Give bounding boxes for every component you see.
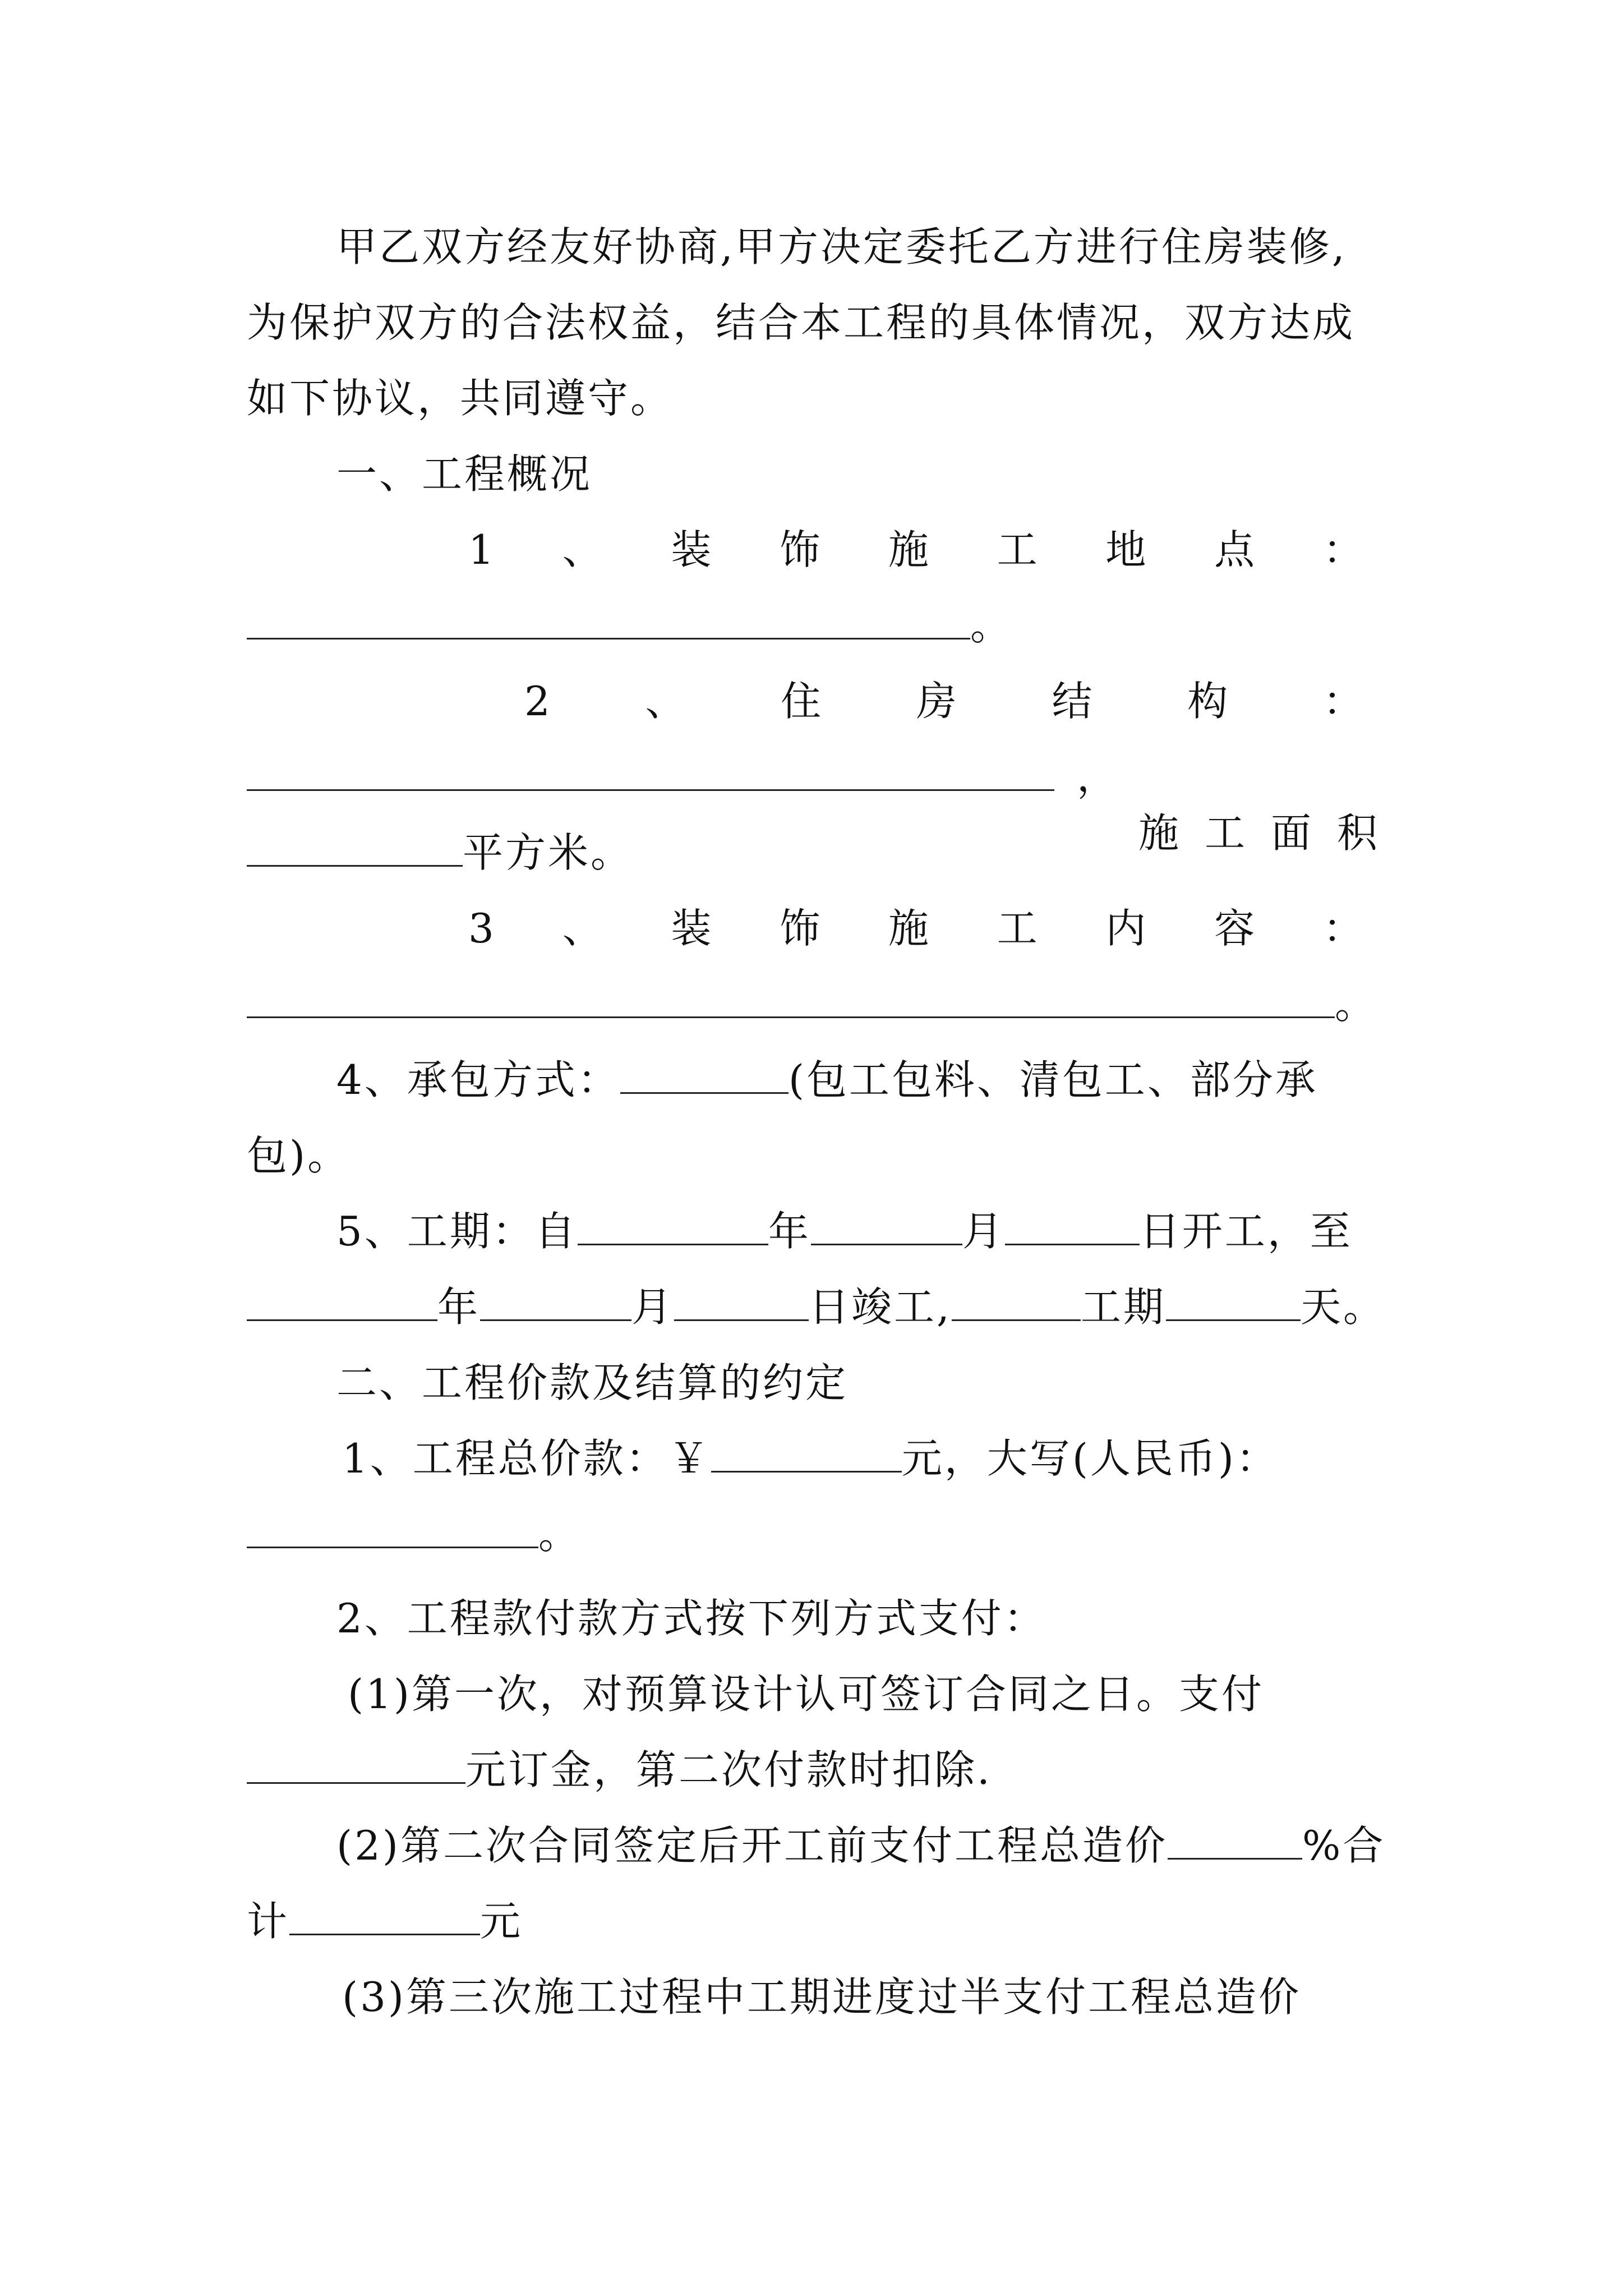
char: 房 — [916, 678, 959, 725]
item-3-line-1 — [468, 900, 1366, 956]
payment-1-line-2 — [247, 1742, 1380, 1798]
text: 元订金，第二次付款时扣除. — [465, 1746, 992, 1793]
char: 积 — [1336, 809, 1380, 857]
char: 住 — [781, 678, 824, 725]
fill-blank[interactable] — [952, 1287, 1081, 1321]
text: 为保护双方的合法权益，结合本工程的具体情况，双方达成 — [247, 299, 1355, 346]
char: 1 — [468, 526, 496, 573]
char: 饰 — [780, 526, 823, 573]
text: 元，大写(人民币)： — [901, 1435, 1279, 1482]
text: 计 — [247, 1898, 290, 1945]
char: 施 — [888, 905, 931, 952]
char: 饰 — [780, 905, 823, 952]
text: 年 — [768, 1208, 811, 1255]
char: 容 — [1214, 905, 1257, 952]
item-5-line-2 — [247, 1279, 1386, 1335]
fill-blank[interactable] — [247, 605, 970, 639]
char: 施 — [888, 526, 931, 573]
item-4-line-1 — [336, 1052, 1380, 1108]
paragraph-intro-line-1 — [336, 219, 1447, 275]
price-line-1 — [342, 1430, 1380, 1487]
item-2-line-1 — [524, 673, 1366, 729]
fill-blank[interactable] — [289, 1901, 480, 1935]
char: 构 — [1187, 678, 1230, 725]
fill-blank[interactable] — [247, 757, 1054, 791]
paragraph-intro-line-2 — [247, 295, 1380, 351]
text: 。 — [1335, 981, 1378, 1028]
payment-3-line-1 — [342, 1969, 1380, 2025]
heading-text: 二、工程价款及结算的约定 — [336, 1359, 849, 1406]
text: (包工包料、清包工、部分承 — [788, 1056, 1318, 1103]
text: 日开工，至 — [1139, 1208, 1353, 1255]
item-2-line-3 — [247, 825, 1380, 881]
char: 点 — [1214, 526, 1257, 573]
payment-method-line — [336, 1590, 1469, 1646]
item-5-line-1 — [336, 1203, 1380, 1259]
char: 施 — [1138, 809, 1182, 857]
text: 工期 — [1080, 1283, 1166, 1331]
char: 面 — [1270, 809, 1313, 857]
fill-blank[interactable] — [1168, 1825, 1302, 1860]
payment-1-line-1 — [348, 1666, 1380, 1722]
char: ： — [1322, 526, 1366, 573]
section-heading-1 — [336, 446, 1469, 502]
fill-blank[interactable] — [578, 1211, 768, 1245]
char: 地 — [1105, 526, 1149, 573]
text: 。 — [538, 1511, 582, 1558]
section-heading-2 — [336, 1355, 1469, 1411]
char: 、 — [562, 905, 605, 952]
text: 平方米。 — [463, 829, 634, 876]
char: 工 — [997, 905, 1040, 952]
fill-blank[interactable] — [247, 984, 1335, 1018]
text: 元 — [480, 1898, 523, 1945]
text: 2、工程款付款方式按下列方式支付： — [336, 1595, 1046, 1642]
paragraph-intro-line-3 — [247, 370, 1380, 426]
char: 结 — [1052, 678, 1095, 725]
heading-text: 一、工程概况 — [336, 450, 593, 498]
fill-blank[interactable] — [247, 1287, 437, 1321]
text: (2)第二次合同签定后开工前支付工程总造价 — [336, 1822, 1168, 1869]
text: 1、工程总价款：￥ — [342, 1435, 711, 1482]
fill-blank[interactable] — [247, 1514, 538, 1548]
text: 包)。 — [247, 1132, 351, 1179]
fill-blank[interactable] — [247, 832, 463, 867]
char: 2 — [524, 678, 552, 725]
fill-blank[interactable] — [674, 1287, 809, 1321]
char: 、 — [562, 526, 605, 573]
text: 月 — [631, 1283, 675, 1331]
char: 装 — [671, 905, 714, 952]
text: 5、工期：自 — [336, 1208, 578, 1255]
text: (3)第三次施工过程中工期进度过半支付工程总造价 — [342, 1973, 1301, 2021]
char: 工 — [997, 526, 1040, 573]
fill-blank[interactable] — [711, 1438, 902, 1473]
fill-blank[interactable] — [247, 1750, 465, 1784]
text: 如下协议，共同遵守。 — [247, 375, 674, 422]
char: 内 — [1105, 905, 1149, 952]
text: 天。 — [1300, 1283, 1386, 1331]
text: 。 — [970, 602, 1013, 649]
payment-2-line-1 — [336, 1818, 1386, 1874]
text: (1)第一次，对预算设计认可签订合同之日。支付 — [348, 1671, 1264, 1718]
payment-2-line-2 — [247, 1893, 1380, 1949]
fill-blank[interactable] — [811, 1211, 962, 1245]
fill-blank[interactable] — [480, 1287, 631, 1321]
item-1-line-2 — [247, 597, 1380, 654]
price-line-2 — [247, 1506, 1380, 1562]
text: 月 — [962, 1208, 1005, 1255]
char: 工 — [1204, 809, 1247, 857]
text: ， — [1077, 753, 1120, 800]
text: 甲乙双方经友好协商,甲方决定委托乙方进行住房装修, — [336, 223, 1347, 270]
char: 、 — [645, 678, 688, 725]
text: 年 — [437, 1283, 481, 1331]
fill-blank[interactable] — [1005, 1211, 1140, 1245]
fill-blank[interactable] — [620, 1060, 789, 1094]
text: 日竣工, — [809, 1283, 952, 1331]
fill-blank[interactable] — [1166, 1287, 1301, 1321]
text: %合 — [1302, 1822, 1386, 1869]
text: 4、承包方式： — [336, 1056, 620, 1103]
char: ： — [1322, 905, 1366, 952]
char: ： — [1322, 678, 1366, 725]
item-3-line-2 — [247, 976, 1380, 1032]
item-1-line-1 — [468, 522, 1366, 578]
char: 装 — [671, 526, 714, 573]
char: 3 — [468, 905, 496, 952]
item-4-line-2 — [247, 1128, 1380, 1184]
